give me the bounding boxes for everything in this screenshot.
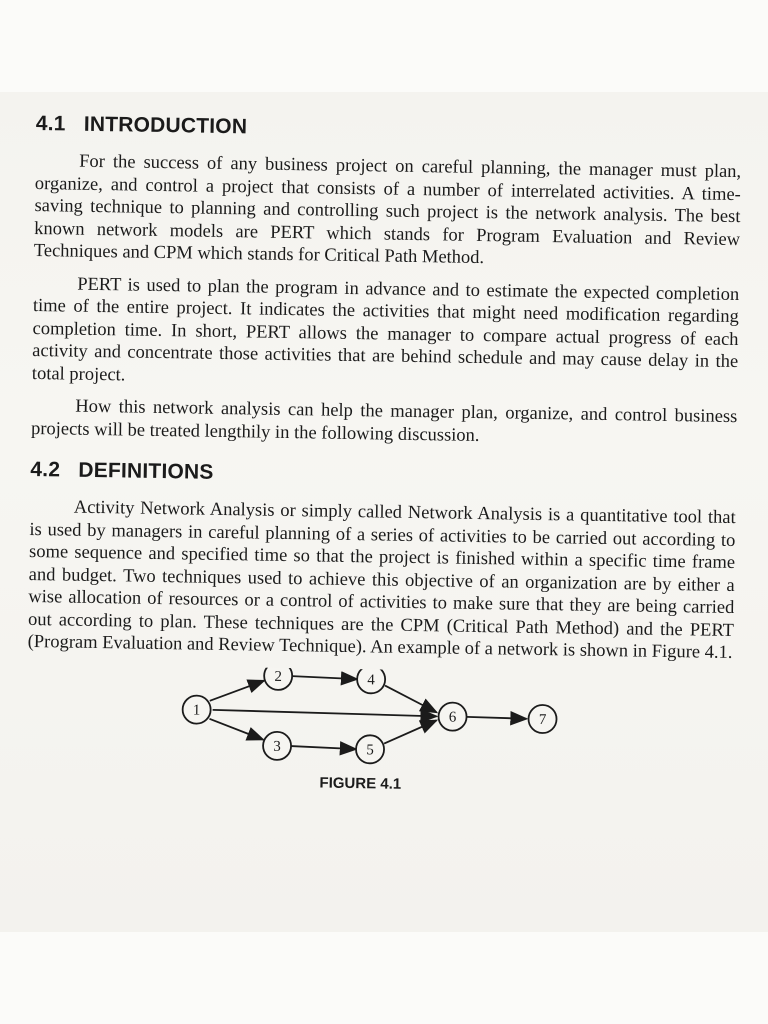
edge-3-5: [291, 746, 356, 749]
edge-6-7: [467, 716, 527, 718]
network-figure: [25, 663, 733, 814]
node-6: [438, 702, 466, 730]
svg-text:7: 7: [538, 711, 547, 728]
network-diagram: [26, 663, 734, 784]
edge-5-6: [384, 719, 436, 744]
edge-1-2: [210, 679, 264, 701]
svg-text:6: 6: [448, 709, 457, 726]
node-3: [263, 731, 291, 759]
section-title: DEFINITIONS: [78, 458, 214, 484]
intro-paragraph-2: PERT is used to plan the program in advance and to estimate the expected completion time of the entire project. It indicates the activities that might need modification regarding completion time. In short, PERT allows the manager to compare actual progress of each activity and concentrate those activities that are behind schedule and may cause delay in the total project.: [31, 274, 740, 385]
svg-text:1: 1: [192, 702, 201, 719]
edge-1-3: [209, 718, 263, 739]
section-title: INTRODUCTION: [83, 112, 248, 139]
edge-1-6: [213, 709, 437, 716]
figure-caption: FIGURE 4.1: [319, 774, 402, 793]
intro-paragraph-3: How this network analysis can help the manager plan, organize, and control business projects will be treated lengthily in the following discussion.: [30, 396, 738, 446]
node-7: [528, 704, 556, 732]
node-1: [182, 695, 210, 723]
edge-2-4: [292, 676, 357, 679]
node-5: [356, 735, 384, 763]
node-4: [357, 665, 385, 693]
section-number: 4.2: [30, 457, 61, 482]
definitions-paragraph-1: Activity Network Analysis or simply called Network Analysis is a quantitative tool that is used by managers in careful planning of a series of activities to be carried out according to some sequence and specified time so that the project is finished within a specific time frame and budget. Two techniques used to achieve this objective of an organization are by either a wise allocation of resources or a control of activities to make sure that they are being carried out according to plan. These techniques are the CPM (Critical Path Method) and the PERT (Program Evaluation and Review Technique). An example of a network is shown in Figure 4.1.: [27, 497, 736, 664]
intro-paragraph-1: For the success of any business project on careful planning, the manager must plan, organize, and control a project that consists of a number of interrelated activities. A time-saving technique to planning and controlling such project is the network analysis. The best known network models are PERT which stands for Program Evaluation and Review Techniques and CPM which stands for Critical Path Method.: [33, 151, 742, 269]
section-heading-definitions: [30, 458, 736, 493]
svg-text:2: 2: [274, 668, 283, 685]
svg-text:4: 4: [367, 671, 375, 688]
svg-text:3: 3: [273, 738, 281, 755]
section-number: 4.1: [35, 112, 66, 136]
edge-4-6: [385, 685, 437, 712]
node-2: [264, 663, 292, 689]
svg-text:5: 5: [366, 741, 374, 758]
page-content: [25, 112, 742, 815]
